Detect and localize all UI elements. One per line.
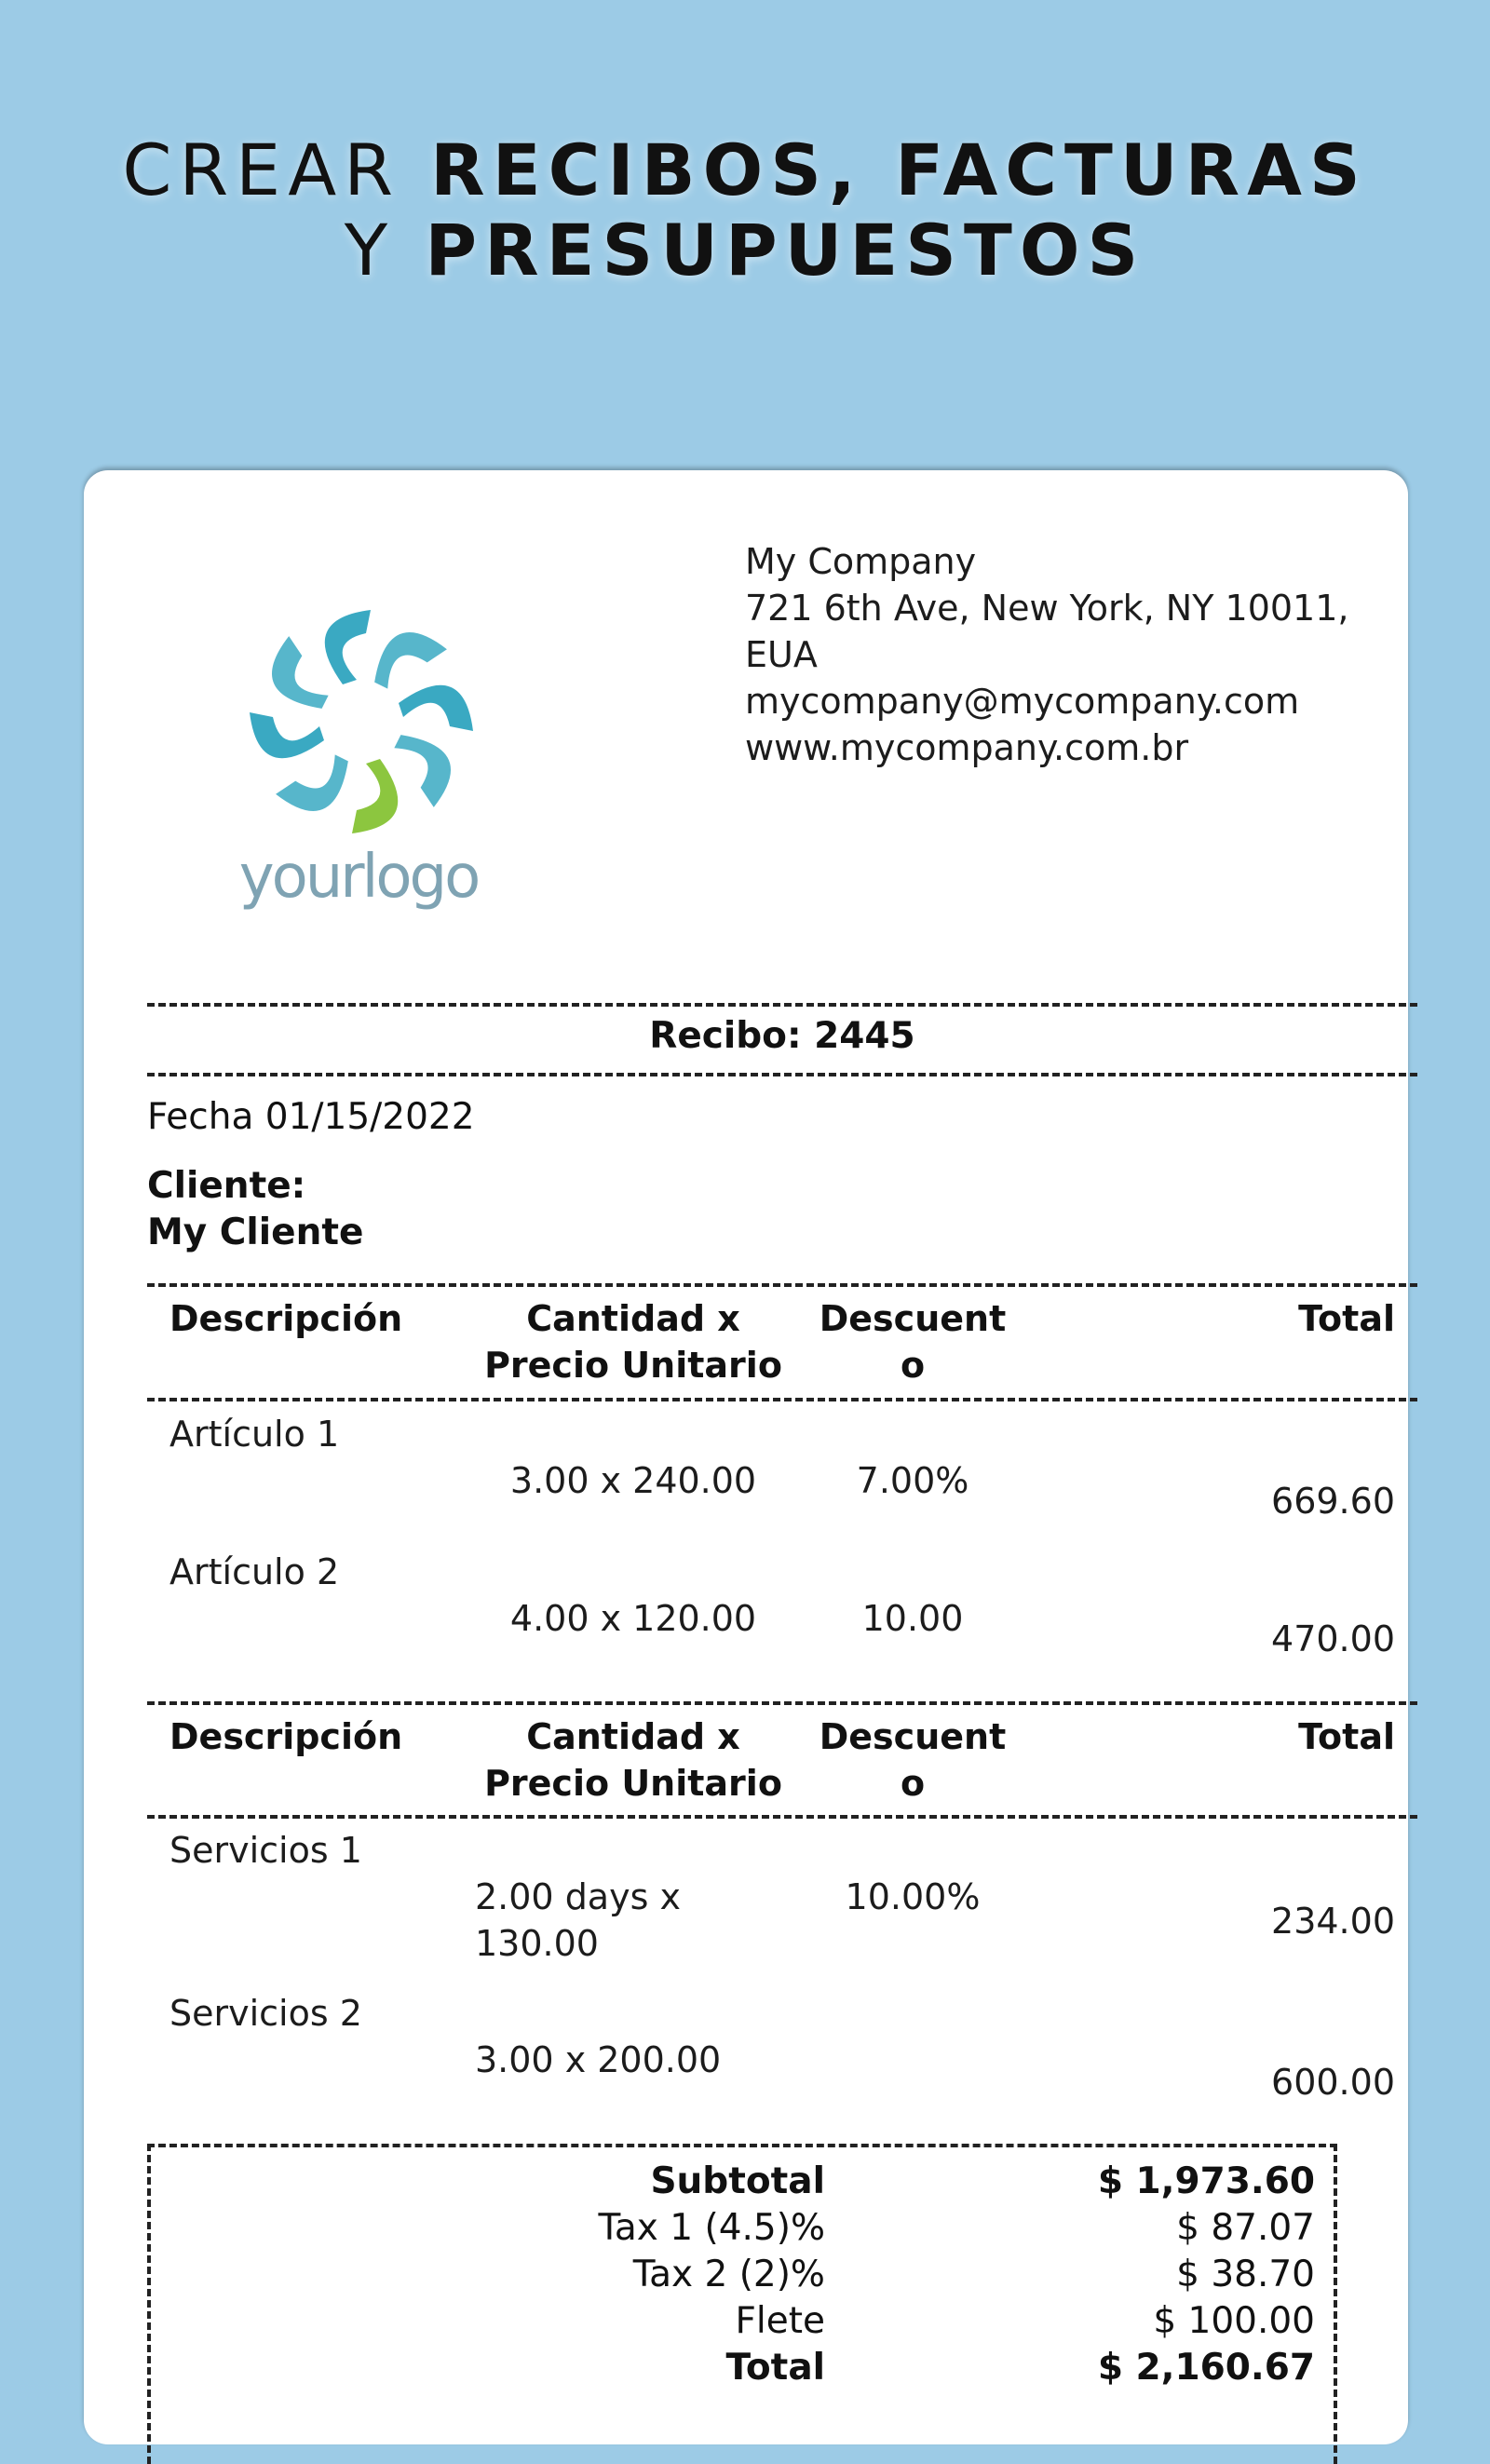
freight-value: $ 100.00 bbox=[1153, 2300, 1315, 2342]
company-address-line-1: 721 6th Ave, New York, NY 10011, bbox=[745, 588, 1349, 629]
header-qty-price bbox=[475, 1295, 792, 1388]
pinwheel-logo-icon bbox=[222, 582, 501, 861]
header-total: Total bbox=[1298, 1298, 1395, 1339]
header-qty-line-1: Cantidad x bbox=[526, 1716, 740, 1757]
company-website: www.mycompany.com.br bbox=[745, 727, 1189, 768]
divider bbox=[147, 1701, 1417, 1705]
subtotal-label: Subtotal bbox=[650, 2160, 825, 2202]
service-total: 234.00 bbox=[1271, 1901, 1395, 1942]
item-total: 470.00 bbox=[1271, 1618, 1395, 1659]
header-qty-line-1: Cantidad x bbox=[526, 1298, 740, 1339]
headline-line-1 bbox=[0, 130, 1490, 210]
header-description: Descripción bbox=[169, 1298, 403, 1339]
service-discount: 10.00% bbox=[845, 1876, 981, 1917]
freight-label: Flete bbox=[735, 2300, 825, 2342]
item-description: Artículo 2 bbox=[169, 1551, 340, 1592]
header-discount bbox=[810, 1713, 1015, 1807]
service-qty-price-line-2: 130.00 bbox=[475, 1923, 599, 1964]
header-discount-line-1: Descuent bbox=[819, 1716, 1007, 1757]
company-email: mycompany@mycompany.com bbox=[745, 681, 1300, 722]
divider bbox=[147, 1003, 1417, 1007]
item-total: 669.60 bbox=[1271, 1481, 1395, 1522]
receipt-card bbox=[84, 470, 1408, 2444]
headline-light-1: CREAR bbox=[122, 129, 431, 211]
company-name: My Company bbox=[745, 541, 977, 582]
tax1-value: $ 87.07 bbox=[1176, 2207, 1315, 2249]
service-description: Servicios 1 bbox=[169, 1830, 362, 1871]
header-discount-line-2: o bbox=[900, 1763, 926, 1804]
tax2-label: Tax 2 (2)% bbox=[632, 2254, 825, 2295]
header-discount-line-1: Descuent bbox=[819, 1298, 1007, 1339]
service-qty-price bbox=[475, 1874, 782, 1967]
item-description: Artículo 1 bbox=[169, 1414, 340, 1455]
item-qty-price: 3.00 x 240.00 bbox=[509, 1460, 757, 1501]
divider bbox=[147, 1283, 1417, 1287]
totals-box bbox=[147, 2144, 1337, 2464]
receipt-title: Recibo: 2445 bbox=[649, 1015, 915, 1057]
divider bbox=[147, 1073, 1417, 1076]
header-qty-price bbox=[475, 1713, 792, 1807]
subtotal-value: $ 1,973.60 bbox=[1097, 2160, 1315, 2202]
headline-light-2: Y bbox=[344, 209, 426, 291]
header-discount-line-2: o bbox=[900, 1345, 926, 1386]
divider bbox=[147, 1398, 1417, 1401]
item-discount: 10.00 bbox=[861, 1598, 964, 1639]
client-label: Cliente: bbox=[147, 1165, 306, 1207]
headline-bold-2: PRESUPUESTOS bbox=[425, 209, 1146, 291]
total-value: $ 2,160.67 bbox=[1097, 2347, 1315, 2389]
total-label: Total bbox=[725, 2347, 825, 2389]
headline-bold-1: RECIBOS, FACTURAS bbox=[430, 129, 1368, 211]
divider bbox=[147, 1815, 1417, 1819]
company-info bbox=[745, 538, 1349, 771]
item-discount: 7.00% bbox=[856, 1460, 969, 1501]
company-address-line-2: EUA bbox=[745, 634, 818, 675]
tax1-label: Tax 1 (4.5)% bbox=[598, 2207, 825, 2249]
tax2-value: $ 38.70 bbox=[1176, 2254, 1315, 2295]
header-qty-line-2: Precio Unitario bbox=[484, 1345, 782, 1386]
logo-petal bbox=[325, 610, 371, 684]
logo-petal bbox=[399, 685, 473, 731]
logo-text: yourlogo bbox=[238, 843, 479, 912]
receipt-date: Fecha 01/15/2022 bbox=[147, 1096, 475, 1138]
service-description: Servicios 2 bbox=[169, 1993, 362, 2034]
service-qty-price: 3.00 x 200.00 bbox=[475, 2039, 722, 2080]
client-name: My Cliente bbox=[147, 1212, 364, 1253]
header-description: Descripción bbox=[169, 1716, 403, 1757]
logo-petal bbox=[250, 712, 324, 758]
item-qty-price: 4.00 x 120.00 bbox=[509, 1598, 757, 1639]
service-qty-price-line-1: 2.00 days x bbox=[475, 1876, 681, 1917]
logo-petal bbox=[352, 759, 398, 833]
header-qty-line-2: Precio Unitario bbox=[484, 1763, 782, 1804]
headline-line-2 bbox=[0, 210, 1490, 291]
service-total: 600.00 bbox=[1271, 2062, 1395, 2103]
header-total: Total bbox=[1298, 1716, 1395, 1757]
headline bbox=[0, 130, 1490, 291]
header-discount bbox=[810, 1295, 1015, 1388]
